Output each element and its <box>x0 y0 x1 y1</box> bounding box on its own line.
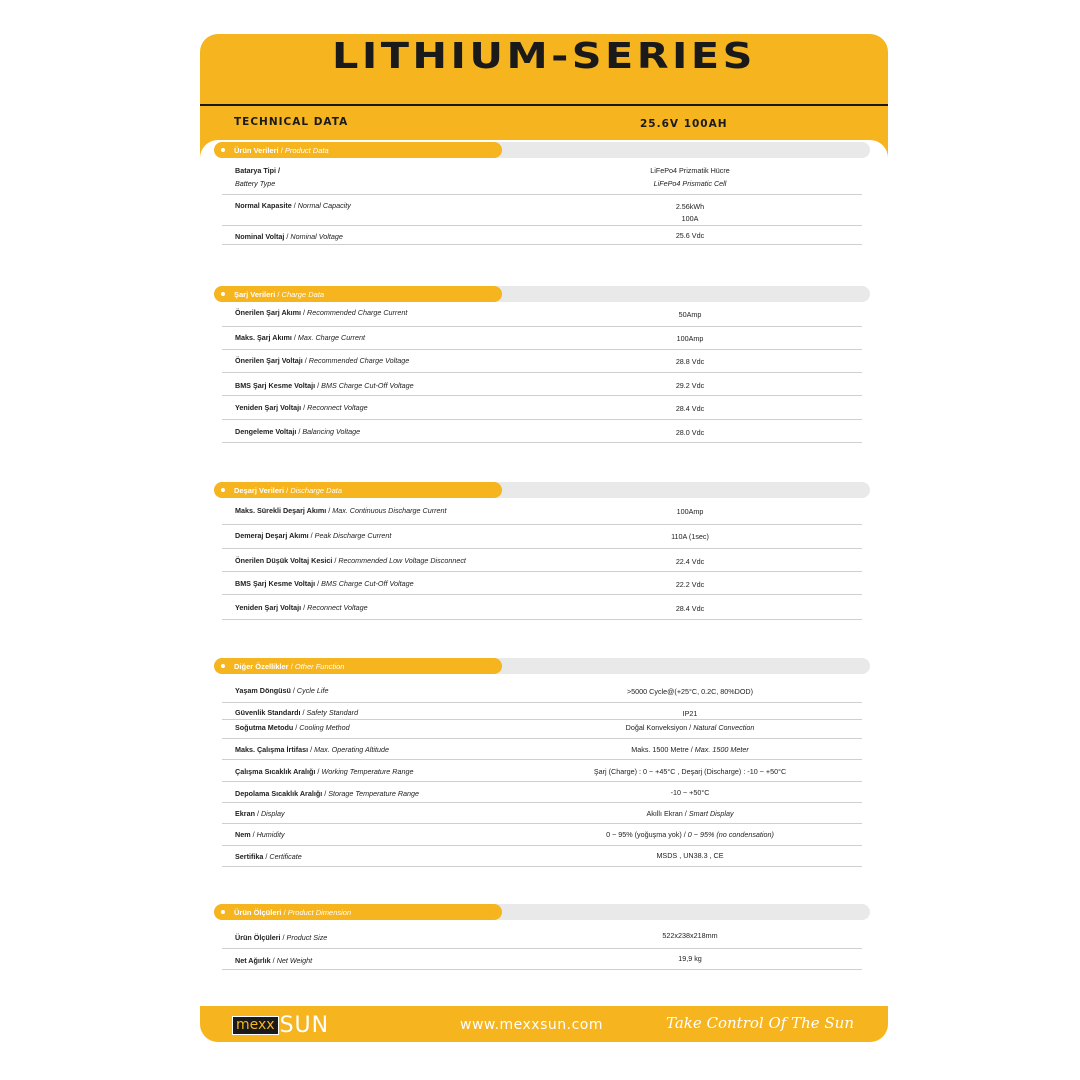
row-label: Dengeleme Voltajı / Balancing Voltage <box>235 427 361 436</box>
datasheet <box>200 34 888 1042</box>
table-row <box>222 420 862 443</box>
row-label: Önerilen Şarj Voltajı / Recommended Charge Voltage <box>235 356 410 365</box>
row-value: Şarj (Charge) : 0 ~ +45°C , Deşarj (Discharge) : -10 ~ +50°C <box>593 767 787 776</box>
table-row <box>222 739 862 760</box>
section-bar-highlight <box>214 142 502 158</box>
logo-mexx: mexx <box>232 1016 279 1035</box>
section-title: Şarj Verileri / Charge Data <box>234 289 325 299</box>
row-value: Maks. 1500 Metre / Max. 1500 Meter <box>631 745 749 754</box>
table-row <box>222 760 862 782</box>
row-value: 22.2 Vdc <box>675 580 705 589</box>
row-value: 110A (1sec) <box>671 532 709 541</box>
table-row <box>222 396 862 420</box>
row-value: 2.56kWh 100A <box>675 202 705 223</box>
charge-data-table <box>222 304 862 443</box>
row-label: Yeniden Şarj Voltajı / Reconnect Voltage <box>235 403 368 412</box>
table-row <box>222 572 862 595</box>
table-row <box>222 846 862 867</box>
row-value: 22.4 Vdc <box>675 557 705 566</box>
bullet-icon <box>221 148 225 152</box>
row-value: 19,9 kg <box>678 954 702 963</box>
table-row <box>222 304 862 327</box>
table-row <box>222 782 862 803</box>
logo-sun: SUN <box>279 1013 330 1038</box>
row-value: Doğal Konveksiyon / Natural Convection <box>625 723 755 732</box>
row-value: 25.6 Vdc <box>675 231 705 240</box>
row-value: 50Amp <box>678 310 702 319</box>
section-title: Ürün Verileri / Product Data <box>234 145 329 155</box>
row-value: 28.0 Vdc <box>675 428 705 437</box>
row-label: Soğutma Metodu / Cooling Method <box>235 723 350 732</box>
table-row <box>222 502 862 525</box>
row-label: Nem / Humidity <box>235 830 285 839</box>
row-label: BMS Şarj Kesme Voltajı / BMS Charge Cut-Off Voltage <box>235 381 414 390</box>
section-title: Ürün Ölçüleri / Product Dimension <box>234 907 352 917</box>
row-value: 100Amp <box>676 507 704 516</box>
discharge-data-table <box>222 502 862 620</box>
row-value: 29.2 Vdc <box>675 381 705 390</box>
row-label: Yeniden Şarj Voltajı / Reconnect Voltage <box>235 603 368 612</box>
row-label: BMS Şarj Kesme Voltajı / BMS Charge Cut-Off Voltage <box>235 579 414 588</box>
section-title: Diğer Özellikler / Other Function <box>234 661 345 671</box>
table-row <box>222 350 862 373</box>
section-title: Deşarj Verileri / Discharge Data <box>234 485 343 495</box>
bullet-icon <box>221 292 225 296</box>
row-value: 0 ~ 95% (yoğuşma yok) / 0 ~ 95% (no condensation) <box>606 830 774 839</box>
website-link[interactable]: www.mexxsun.com <box>460 1017 603 1033</box>
bullet-icon <box>221 488 225 492</box>
page-title: LITHIUM-SERIES <box>332 36 756 77</box>
row-label: Nominal Voltaj / Nominal Voltage <box>235 232 343 241</box>
row-value: -10 ~ +50°C <box>670 788 710 797</box>
row-value: 100Amp <box>676 334 704 343</box>
content-card <box>200 140 888 1042</box>
section-header-product-data <box>214 142 870 158</box>
row-value: 522x238x218mm <box>662 931 718 940</box>
section-bar-highlight <box>214 904 502 920</box>
table-row <box>222 680 862 703</box>
row-label: Ekran / Display <box>235 809 285 818</box>
row-label: Sertifika / Certificate <box>235 852 302 861</box>
table-row <box>222 926 862 949</box>
row-label: Maks. Sürekli Deşarj Akımı / Max. Continuous Discharge Current <box>235 506 447 515</box>
section-bar-highlight <box>214 286 502 302</box>
row-value: Akıllı Ekran / Smart Display <box>646 809 734 818</box>
row-value: >5000 Cycle@(+25°C, 0.2C, 80%DOD) <box>626 687 754 696</box>
table-row <box>222 595 862 620</box>
row-value: 28.4 Vdc <box>675 404 705 413</box>
row-value: 28.4 Vdc <box>675 604 705 613</box>
table-row <box>222 327 862 350</box>
section-header-charge-data <box>214 286 870 302</box>
row-label: Güvenlik Standardı / Safety Standard <box>235 708 359 717</box>
row-label: Çalışma Sıcaklık Aralığı / Working Temperature Range <box>235 767 414 776</box>
other-function-table <box>222 680 862 867</box>
row-label: Net Ağırlık / Net Weight <box>235 956 313 965</box>
row-value: LiFePo4 Prizmatik Hücre LiFePo4 Prismatic Cell <box>650 166 730 188</box>
section-bar-highlight <box>214 482 502 498</box>
slogan: Take Control Of The Sun <box>665 1014 854 1032</box>
table-row <box>222 195 862 226</box>
product-dimension-table <box>222 926 862 970</box>
row-label: Ürün Ölçüleri / Product Size <box>235 933 328 942</box>
row-label: Depolama Sıcaklık Aralığı / Storage Temperature Range <box>235 789 420 798</box>
section-header-product-dimension <box>214 904 870 920</box>
model-label: 25.6V 100AH <box>640 118 728 130</box>
product-data-table <box>222 164 862 245</box>
row-label: Batarya Tipi / Battery Type <box>235 166 281 188</box>
table-row <box>222 803 862 824</box>
row-value: 28.8 Vdc <box>675 357 705 366</box>
table-row <box>222 549 862 572</box>
bullet-icon <box>221 910 225 914</box>
table-row <box>222 373 862 396</box>
row-label: Maks. Çalışma İrtifası / Max. Operating Altitude <box>235 745 389 754</box>
table-row <box>222 949 862 970</box>
table-row <box>222 824 862 846</box>
row-label: Önerilen Düşük Voltaj Kesici / Recommended Low Voltage Disconnect <box>235 556 466 565</box>
brand-logo <box>232 1013 330 1038</box>
row-label: Normal Kapasite / Normal Capacity <box>235 201 351 210</box>
row-label: Maks. Şarj Akımı / Max. Charge Current <box>235 333 365 342</box>
table-row <box>222 525 862 549</box>
footer <box>200 1006 888 1042</box>
technical-data-label: TECHNICAL DATA <box>234 116 349 128</box>
section-header-other-function <box>214 658 870 674</box>
bullet-icon <box>221 664 225 668</box>
section-header-discharge-data <box>214 482 870 498</box>
row-label: Önerilen Şarj Akımı / Recommended Charge Current <box>235 308 408 317</box>
row-value: MSDS , UN38.3 , CE <box>656 851 724 860</box>
section-bar-highlight <box>214 658 502 674</box>
table-row <box>222 703 862 720</box>
table-row <box>222 720 862 739</box>
row-value: IP21 <box>682 709 698 718</box>
table-row <box>222 164 862 195</box>
row-label: Yaşam Döngüsü / Cycle Life <box>235 686 329 695</box>
row-label: Demeraj Deşarj Akımı / Peak Discharge Current <box>235 531 392 540</box>
table-row <box>222 226 862 245</box>
